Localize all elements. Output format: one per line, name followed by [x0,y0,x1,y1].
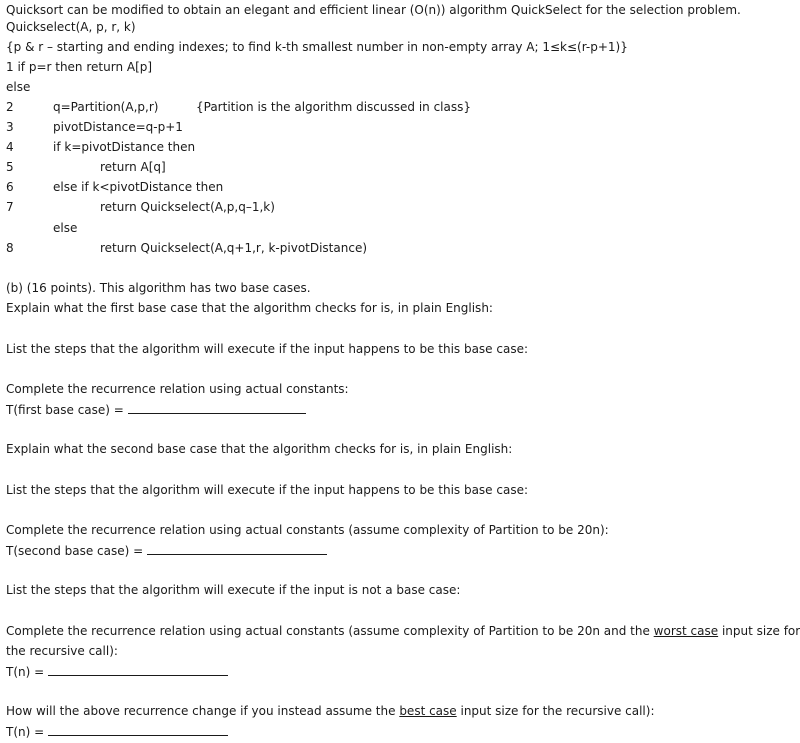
question-worst-case-cont: the recursive call): [6,644,118,658]
code-text: q=Partition(A,p,r) [53,100,159,114]
answer-blank[interactable] [48,663,228,676]
question-worst-case [6,623,800,639]
answer-blank[interactable] [147,542,327,555]
line-number: 4 [6,140,14,154]
code-text: else [53,221,78,235]
answer-blank[interactable] [48,723,228,736]
question-recurrence-second: Complete the recurrence relation using actual constants (assume complexity of Partition to be 20n): [6,523,609,537]
quickselect-signature: Quickselect(A, p, r, k) [6,20,136,34]
intro-line-1: Quicksort can be modified to obtain an elegant and efficient linear (O(n)) algorithm QuickSelect for the selection problem. [6,3,741,17]
answer-blank[interactable] [128,401,306,414]
line-number: 8 [6,241,14,255]
code-text: if k=pivotDistance then [53,140,196,154]
code-line-1: 1 if p=r then return A[p] [6,60,153,74]
line-number: 7 [6,200,14,214]
q8-text-end: input size for [718,624,800,638]
question-recurrence-first: Complete the recurrence relation using actual constants: [6,382,349,396]
question-first-base-case: Explain what the first base case that the algorithm checks for is, in plain English: [6,301,493,315]
code-else-top: else [6,80,31,94]
t-first-label: T(first base case) = [6,403,124,417]
best-case-underlined: best case [399,704,457,718]
question-best-case [6,703,655,719]
code-text: pivotDistance=q-p+1 [53,120,183,134]
q9-text-end: input size for the recursive call): [456,704,655,718]
answer-row-best [6,723,228,740]
question-non-base-steps: List the steps that the algorithm will execute if the input is not a base case: [6,583,461,597]
question-second-base-steps: List the steps that the algorithm will execute if the input happens to be this base case: [6,483,529,497]
precondition: {p & r – starting and ending indexes; to find k-th smallest number in non-empty array A; 1≤k≤(r-p+1)} [6,40,628,54]
code-text: else if k<pivotDistance then [53,180,224,194]
answer-row-worst [6,663,228,680]
t-n-label: T(n) = [6,665,45,679]
line-number: 3 [6,120,14,134]
line-number: 6 [6,180,14,194]
question-first-base-steps: List the steps that the algorithm will execute if the input happens to be this base case: [6,342,529,356]
code-text: return Quickselect(A,p,q–1,k) [100,200,275,214]
part-b-heading: (b) (16 points). This algorithm has two base cases. [6,281,311,295]
q9-text: How will the above recurrence change if you instead assume the [6,704,400,718]
t-n-label: T(n) = [6,725,45,739]
question-second-base-case: Explain what the second base case that the algorithm checks for is, in plain English: [6,442,513,456]
line-number: 5 [6,160,14,174]
answer-row-second [6,542,327,559]
code-text: return A[q] [100,160,166,174]
code-comment: {Partition is the algorithm discussed in class} [196,100,471,114]
code-text: return Quickselect(A,q+1,r, k-pivotDistance) [100,241,368,255]
t-second-label: T(second base case) = [6,544,144,558]
q8-text: Complete the recurrence relation using actual constants (assume complexity of Partition to be 20n and the [6,624,654,638]
answer-row-first [6,401,306,418]
worst-case-underlined: worst case [653,624,719,638]
line-number: 2 [6,100,14,114]
